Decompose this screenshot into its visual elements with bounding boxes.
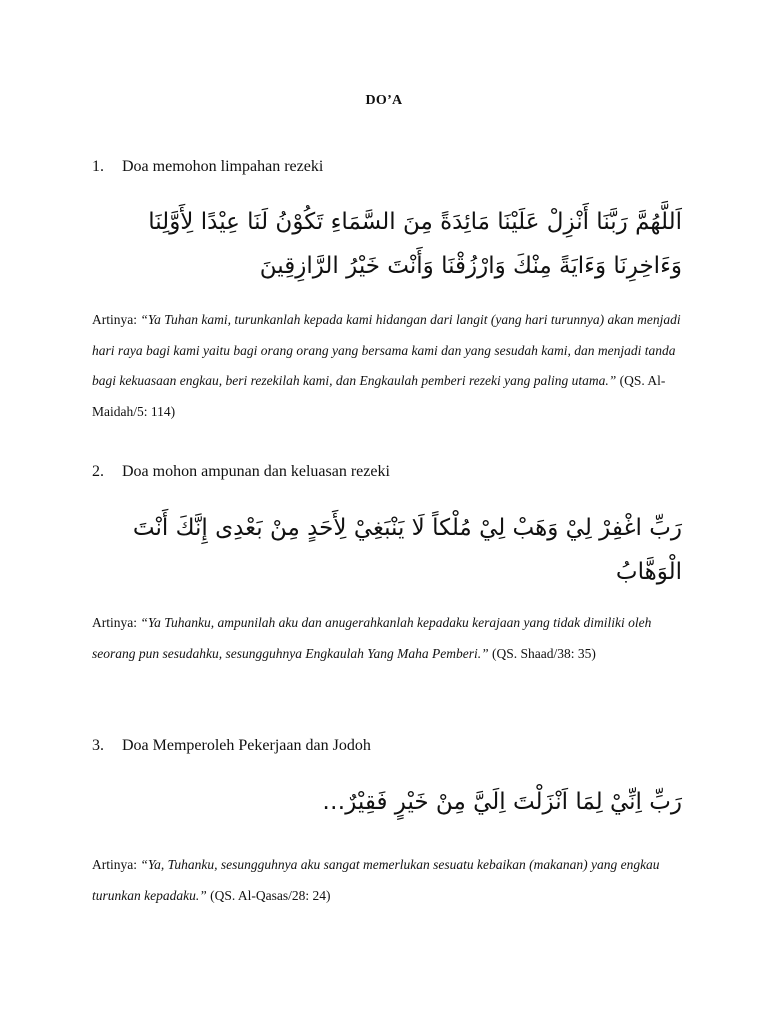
section-1-title: Doa memohon limpahan rezeki — [122, 158, 324, 175]
section-3-translation — [92, 850, 692, 911]
section-1-arabic-prayer: اَللَّهُمَّ رَبَّنَا أَنْزِلْ عَلَيْنَا مَائِدَةً مِنَ السَّمَاءِ تَكُوْنُ لَنَا عِيْدًا لِأَوَّلِنَا وَءَاخِرِنَا وَءَايَةً مِنْكَ وَارْزُقْنَا وَأَنْتَ خَيْرُ الرَّازِقِينَ — [148, 209, 682, 279]
section-1-translation — [92, 305, 692, 427]
section-1-label: Artinya: — [92, 312, 137, 327]
section-1-quote: “Ya Tuhan kami, turunkanlah kepada kami hidangan dari langit (yang hari turunnya) akan menjadi hari raya bagi kami yaitu bagi orang orang yang bersama kami dan yang sesudah kami, dan menjadi tanda bagi kekuasaan engkau, beri rezekilah kami, dan Engkaulah pemberi rezeki yang paling utama.” — [92, 312, 681, 388]
section-3-heading — [92, 737, 371, 755]
page-title: DO’A — [365, 93, 403, 108]
section-2-label: Artinya: — [92, 615, 137, 630]
section-2-heading — [92, 463, 390, 481]
section-3-number: 3. — [92, 737, 104, 754]
section-3-arabic-prayer: رَبِّ اِنِّيْ لِمَا اَنْزَلْتَ اِلَيَّ مِنْ خَيْرٍ فَقِيْرٌ… — [322, 789, 682, 815]
section-3-quote: “Ya, Tuhanku, sesungguhnya aku sangat memerlukan sesuatu kebaikan (makanan) yang engkau turunkan kepadaku.” — [92, 857, 660, 903]
section-3-title: Doa Memperoleh Pekerjaan dan Jodoh — [122, 737, 371, 754]
section-2-reference: (QS. Shaad/38: 35) — [491, 645, 596, 661]
section-2-translation — [92, 608, 692, 669]
section-1-number: 1. — [92, 158, 104, 175]
section-2-arabic-prayer: رَبِّ اغْفِرْ لِيْ وَهَبْ لِيْ مُلْكاً لَا يَنْبَغِيْ لِأَحَدٍ مِنْ بَعْدِى إِنَّكَ أَنْتَ الْوَهَّابُ — [132, 515, 682, 585]
section-3-label: Artinya: — [92, 857, 137, 872]
section-3-reference: (QS. Al-Qasas/28: 24) — [210, 887, 331, 903]
section-2-quote: “Ya Tuhanku, ampunilah aku dan anugerahkanlah kepadaku kerajaan yang tidak dimiliki oleh seorang pun sesudahku, sesungguhnya Engkaulah Yang Maha Pemberi.” — [92, 615, 652, 661]
section-2-title: Doa mohon ampunan dan keluasan rezeki — [122, 463, 390, 480]
section-2-number: 2. — [92, 463, 104, 480]
section-1-reference: (QS. Al-Maidah/5: 114) — [92, 373, 666, 419]
section-1-heading — [92, 158, 323, 176]
